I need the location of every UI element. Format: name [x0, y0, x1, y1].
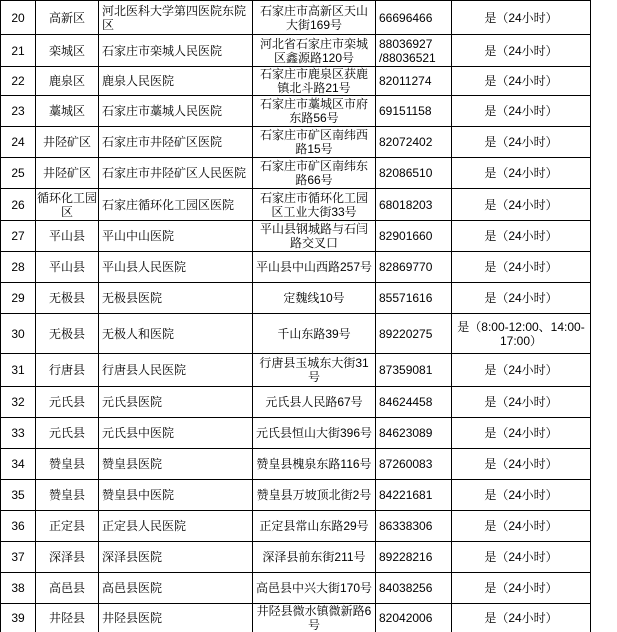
phone-cell: 69151158: [376, 96, 452, 126]
district-cell: 平山县: [36, 221, 99, 251]
open-hours-cell: 是（24小时）: [452, 387, 591, 417]
row-number-cell: 38: [1, 573, 36, 603]
open-hours-cell: 是（24小时）: [452, 1, 591, 34]
address-cell: 行唐县玉城东大街31号: [253, 354, 376, 386]
phone-cell: 85571616: [376, 283, 452, 313]
row-number-cell: 37: [1, 542, 36, 572]
phone-cell: 86338306: [376, 511, 452, 541]
hospital-name-cell: 石家庄市井陉矿区人民医院: [99, 158, 253, 188]
row-number-cell: 34: [1, 449, 36, 479]
district-cell: 正定县: [36, 511, 99, 541]
open-hours-cell: 是（24小时）: [452, 127, 591, 157]
hospital-name-cell: 元氏县医院: [99, 387, 253, 417]
address-cell: 平山县钢城路与石闫路交叉口: [253, 221, 376, 251]
row-number-cell: 26: [1, 189, 36, 220]
district-cell: 循环化工园区: [36, 190, 97, 219]
address-cell: 元氏县人民路67号: [253, 387, 376, 417]
hospital-name-cell: 赞皇县中医院: [99, 480, 253, 510]
phone-cell: 82086510: [376, 158, 452, 188]
hospital-name-cell: 深泽县医院: [99, 542, 253, 572]
address-cell: 石家庄市矿区南纬西路15号: [253, 127, 376, 157]
district-cell: 赞皇县: [36, 480, 99, 510]
address-cell: 石家庄市高新区天山大街169号: [253, 1, 376, 34]
hospital-name-cell: 平山县人民医院: [99, 252, 253, 282]
row-number-cell: 35: [1, 480, 36, 510]
table-row: [1, 252, 591, 283]
hospital-name-cell: 河北医科大学第四医院东院区: [99, 1, 253, 34]
row-number-cell: 23: [1, 96, 36, 126]
district-cell: 鹿泉区: [36, 67, 99, 95]
address-cell: 千山东路39号: [253, 314, 376, 353]
table-row: [1, 418, 591, 449]
open-hours-cell: 是（24小时）: [452, 283, 591, 313]
hospital-name-cell: 行唐县人民医院: [99, 354, 253, 386]
district-cell: 赞皇县: [36, 449, 99, 479]
row-number-cell: 28: [1, 252, 36, 282]
open-hours-cell: 是（8:00-12:00、14:00-17:00）: [452, 314, 591, 353]
open-hours-cell: 是（24小时）: [452, 158, 591, 188]
address-cell: 赞皇县槐泉东路116号: [253, 449, 376, 479]
hospital-name-cell: 无极县医院: [99, 283, 253, 313]
open-hours-cell: 是（24小时）: [452, 96, 591, 126]
address-cell: 井陉县微水镇微新路6号: [253, 604, 376, 632]
open-hours-cell: 是（24小时）: [452, 604, 591, 632]
open-hours-cell: 是（24小时）: [452, 189, 591, 220]
row-number-cell: 36: [1, 511, 36, 541]
open-hours-cell: 是（24小时）: [452, 542, 591, 572]
phone-cell: 89220275: [376, 314, 452, 353]
hospital-name-cell: 元氏县中医院: [99, 418, 253, 448]
hospital-name-cell: 井陉县医院: [99, 604, 253, 632]
address-cell: 正定县常山东路29号: [253, 511, 376, 541]
open-hours-cell: 是（24小时）: [452, 511, 591, 541]
table-row: [1, 604, 591, 632]
address-cell: 石家庄市循环化工园区工业大街33号: [253, 189, 376, 220]
row-number-cell: 39: [1, 604, 36, 632]
district-cell: 高邑县: [36, 573, 99, 603]
phone-cell: 82869770: [376, 252, 452, 282]
phone-cell: 82042006: [376, 604, 452, 632]
row-number-cell: 25: [1, 158, 36, 188]
hospital-name-cell: 鹿泉人民医院: [99, 67, 253, 95]
row-number-cell: 20: [1, 1, 36, 34]
table-row: [1, 387, 591, 418]
hospital-name-cell: 平山中山医院: [99, 221, 253, 251]
address-cell: 赞皇县万坡顶北街2号: [253, 480, 376, 510]
table-row: [1, 1, 591, 35]
table-row: [1, 354, 591, 387]
address-cell: 石家庄市鹿泉区获鹿镇北斗路21号: [253, 67, 376, 95]
phone-cell: 87260083: [376, 449, 452, 479]
phone-cell: 82901660: [376, 221, 452, 251]
table-row: [1, 189, 591, 221]
address-cell: 河北省石家庄市栾城区鑫源路120号: [253, 35, 376, 66]
address-cell: 定魏线10号: [253, 283, 376, 313]
hospital-name-cell: 石家庄市藁城人民医院: [99, 96, 253, 126]
table-row: [1, 158, 591, 189]
row-number-cell: 33: [1, 418, 36, 448]
open-hours-cell: 是（24小时）: [452, 354, 591, 386]
table-row: [1, 542, 591, 573]
district-cell: 井陉矿区: [36, 127, 99, 157]
hospital-name-cell: 石家庄循环化工园区医院: [99, 189, 253, 220]
phone-cell: 84038256: [376, 573, 452, 603]
address-cell: 元氏县恒山大街396号: [253, 418, 376, 448]
district-cell: 无极县: [36, 283, 99, 313]
district-cell: 深泽县: [36, 542, 99, 572]
table-row: [1, 127, 591, 158]
address-cell: 石家庄市矿区南纬东路66号: [253, 158, 376, 188]
phone-cell: 82011274: [376, 67, 452, 95]
hospital-name-cell: 石家庄市井陉矿区医院: [99, 127, 253, 157]
table-row: [1, 35, 591, 67]
hospital-name-cell: 石家庄市栾城人民医院: [99, 35, 253, 66]
open-hours-cell: 是（24小时）: [452, 418, 591, 448]
district-cell: 行唐县: [36, 354, 99, 386]
open-hours-cell: 是（24小时）: [452, 221, 591, 251]
hospital-name-cell: 赞皇县医院: [99, 449, 253, 479]
table-row: [1, 96, 591, 127]
district-cell: 高新区: [36, 1, 99, 34]
phone-cell: 66696466: [376, 1, 452, 34]
district-cell: 元氏县: [36, 387, 99, 417]
table-row: [1, 314, 591, 354]
row-number-cell: 21: [1, 35, 36, 66]
district-cell: 井陉矿区: [36, 158, 99, 188]
district-cell: 无极县: [36, 314, 99, 353]
open-hours-cell: 是（24小时）: [452, 573, 591, 603]
row-number-cell: 29: [1, 283, 36, 313]
district-cell: 平山县: [36, 252, 99, 282]
open-hours-cell: 是（24小时）: [452, 480, 591, 510]
hospital-name-cell: 无极人和医院: [99, 314, 253, 353]
row-number-cell: 31: [1, 354, 36, 386]
row-number-cell: 27: [1, 221, 36, 251]
row-number-cell: 22: [1, 67, 36, 95]
address-cell: 深泽县前东街211号: [253, 542, 376, 572]
row-number-cell: 32: [1, 387, 36, 417]
row-number-cell: 30: [1, 314, 36, 353]
table-row: [1, 221, 591, 252]
table-row: [1, 511, 591, 542]
district-cell: 藁城区: [36, 96, 99, 126]
district-cell: 井陉县: [36, 604, 99, 632]
open-hours-cell: 是（24小时）: [452, 35, 591, 66]
table-row: [1, 67, 591, 96]
district-cell: 栾城区: [36, 35, 99, 66]
row-number-cell: 24: [1, 127, 36, 157]
hospital-name-cell: 高邑县医院: [99, 573, 253, 603]
phone-cell: 87359081: [376, 354, 452, 386]
address-cell: 高邑县中兴大街170号: [253, 573, 376, 603]
phone-cell: 89228216: [376, 542, 452, 572]
table-row: [1, 449, 591, 480]
table-row: [1, 573, 591, 604]
phone-cell: 84624458: [376, 387, 452, 417]
hospital-name-cell: 正定县人民医院: [99, 511, 253, 541]
phone-cell: 84221681: [376, 480, 452, 510]
phone-cell: 82072402: [376, 127, 452, 157]
address-cell: 石家庄市藁城区市府东路56号: [253, 96, 376, 126]
open-hours-cell: 是（24小时）: [452, 252, 591, 282]
phone-cell: 84623089: [376, 418, 452, 448]
open-hours-cell: 是（24小时）: [452, 449, 591, 479]
phone-cell: 88036927 /88036521: [376, 35, 452, 66]
table-row: [1, 480, 591, 511]
address-cell: 平山县中山西路257号: [253, 252, 376, 282]
phone-cell: 68018203: [376, 189, 452, 220]
open-hours-cell: 是（24小时）: [452, 67, 591, 95]
table-row: [1, 283, 591, 314]
district-cell: 元氏县: [36, 418, 99, 448]
